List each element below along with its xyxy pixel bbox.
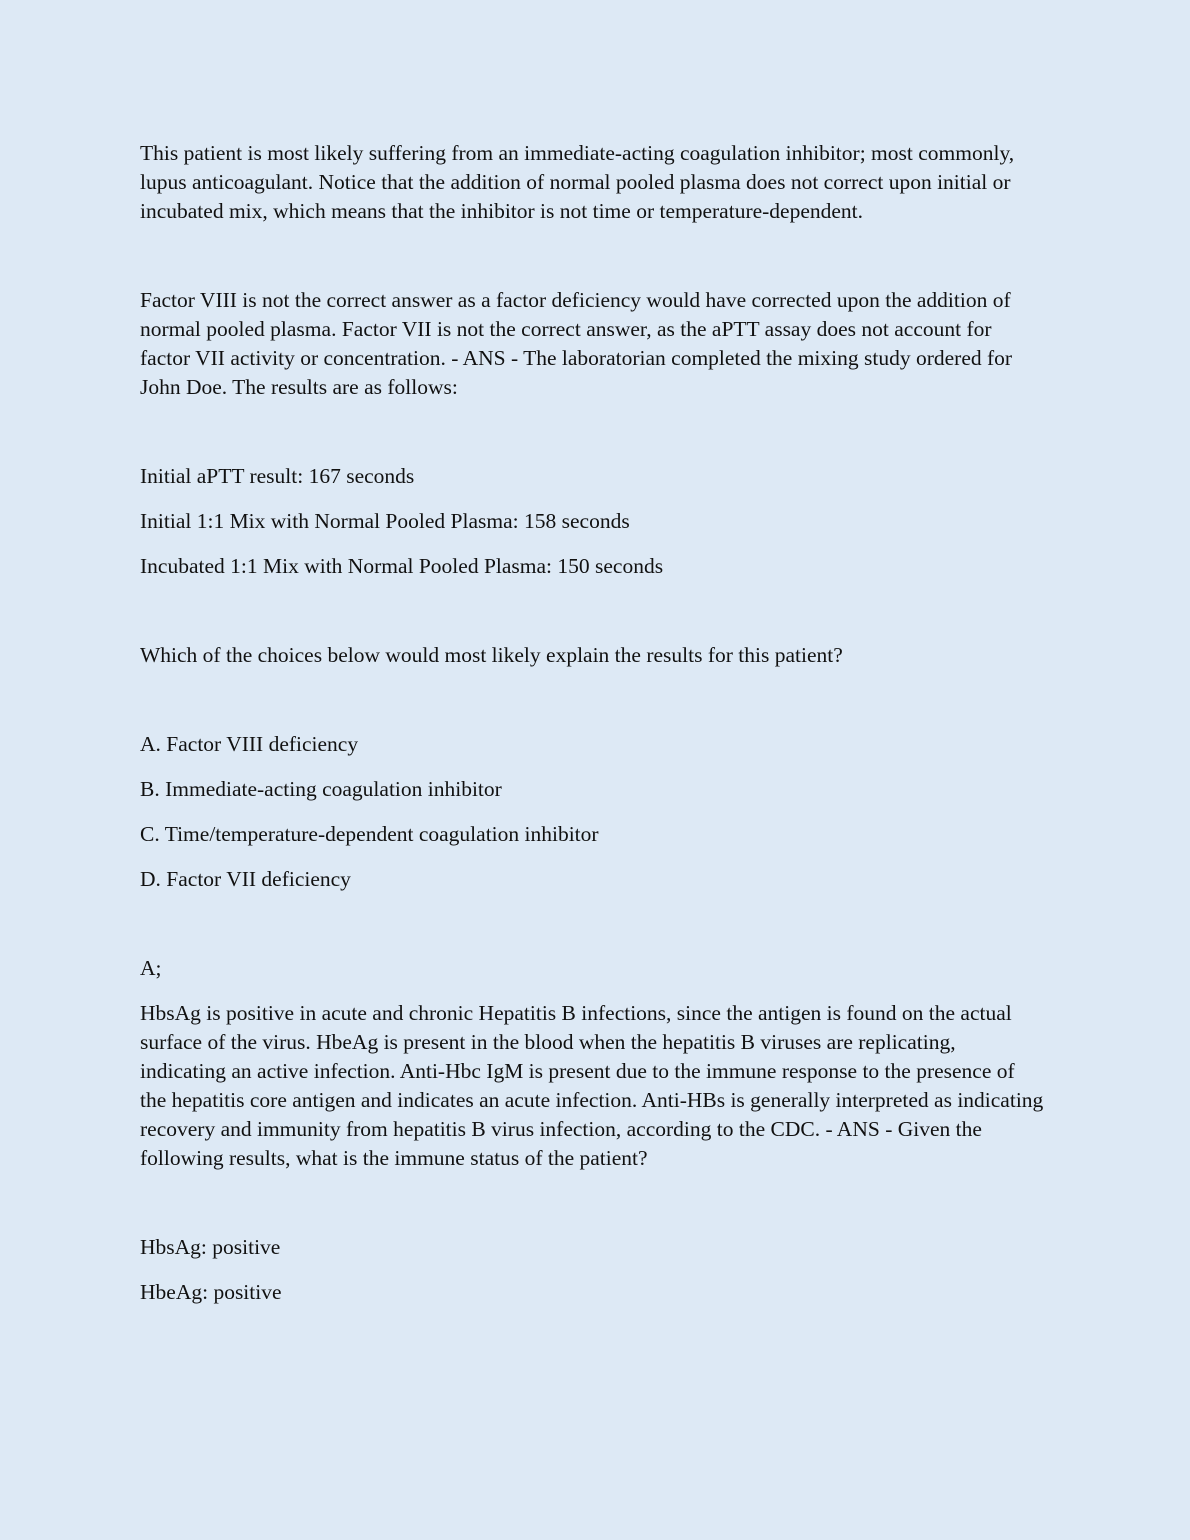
- result-line: Initial aPTT result: 167 seconds: [140, 464, 415, 488]
- explanation-paragraph: HbsAg is positive in acute and chronic Hepatitis B infections, since the antigen is found on the actual surface of the virus. HbeAg is present in the blood when the hepatitis B viruses are replicating, indicating an active infection. Anti-Hbc IgM is present due to the immune response to the presence of the hepatitis core antigen and indicates an acute infection. Anti-HBs is generally interpreted as indicating recovery and immunity from hepatitis B virus infection, according to the CDC. - ANS - Given the following results, what is the immune status of the patient?: [140, 1001, 1044, 1170]
- explanation-paragraph: Factor VIII is not the correct answer as a factor deficiency would have corrected upon the addition of normal pooled plasma. Factor VII is not the correct answer, as the aPTT assay does not account for factor VII activity or concentration. - ANS - The laboratorian completed the mixing study ordered for John Doe. The results are as follows:: [140, 288, 1013, 399]
- result-line: Initial 1:1 Mix with Normal Pooled Plasma: 158 seconds: [140, 509, 630, 533]
- result-line: Incubated 1:1 Mix with Normal Pooled Plasma: 150 seconds: [140, 554, 664, 578]
- choice-item: C. Time/temperature-dependent coagulation inhibitor: [140, 822, 599, 846]
- choice-item: D. Factor VII deficiency: [140, 867, 351, 891]
- answer-text: A;: [140, 956, 162, 980]
- choice-item: A. Factor VIII deficiency: [140, 732, 359, 756]
- serology-line: HbeAg: positive: [140, 1280, 282, 1304]
- serology-line: HbsAg: positive: [140, 1235, 281, 1259]
- explanation-paragraph: This patient is most likely suffering from an immediate-acting coagulation inhibitor; most commonly, lupus anticoagulant. Notice that the addition of normal pooled plasma does not correct upon initial or incubated mix, which means that the inhibitor is not time or temperature-dependent.: [140, 141, 1015, 223]
- document-body: [140, 139, 1045, 1307]
- question-text: Which of the choices below would most likely explain the results for this patient?: [140, 643, 843, 667]
- choice-item: B. Immediate-acting coagulation inhibitor: [140, 777, 502, 801]
